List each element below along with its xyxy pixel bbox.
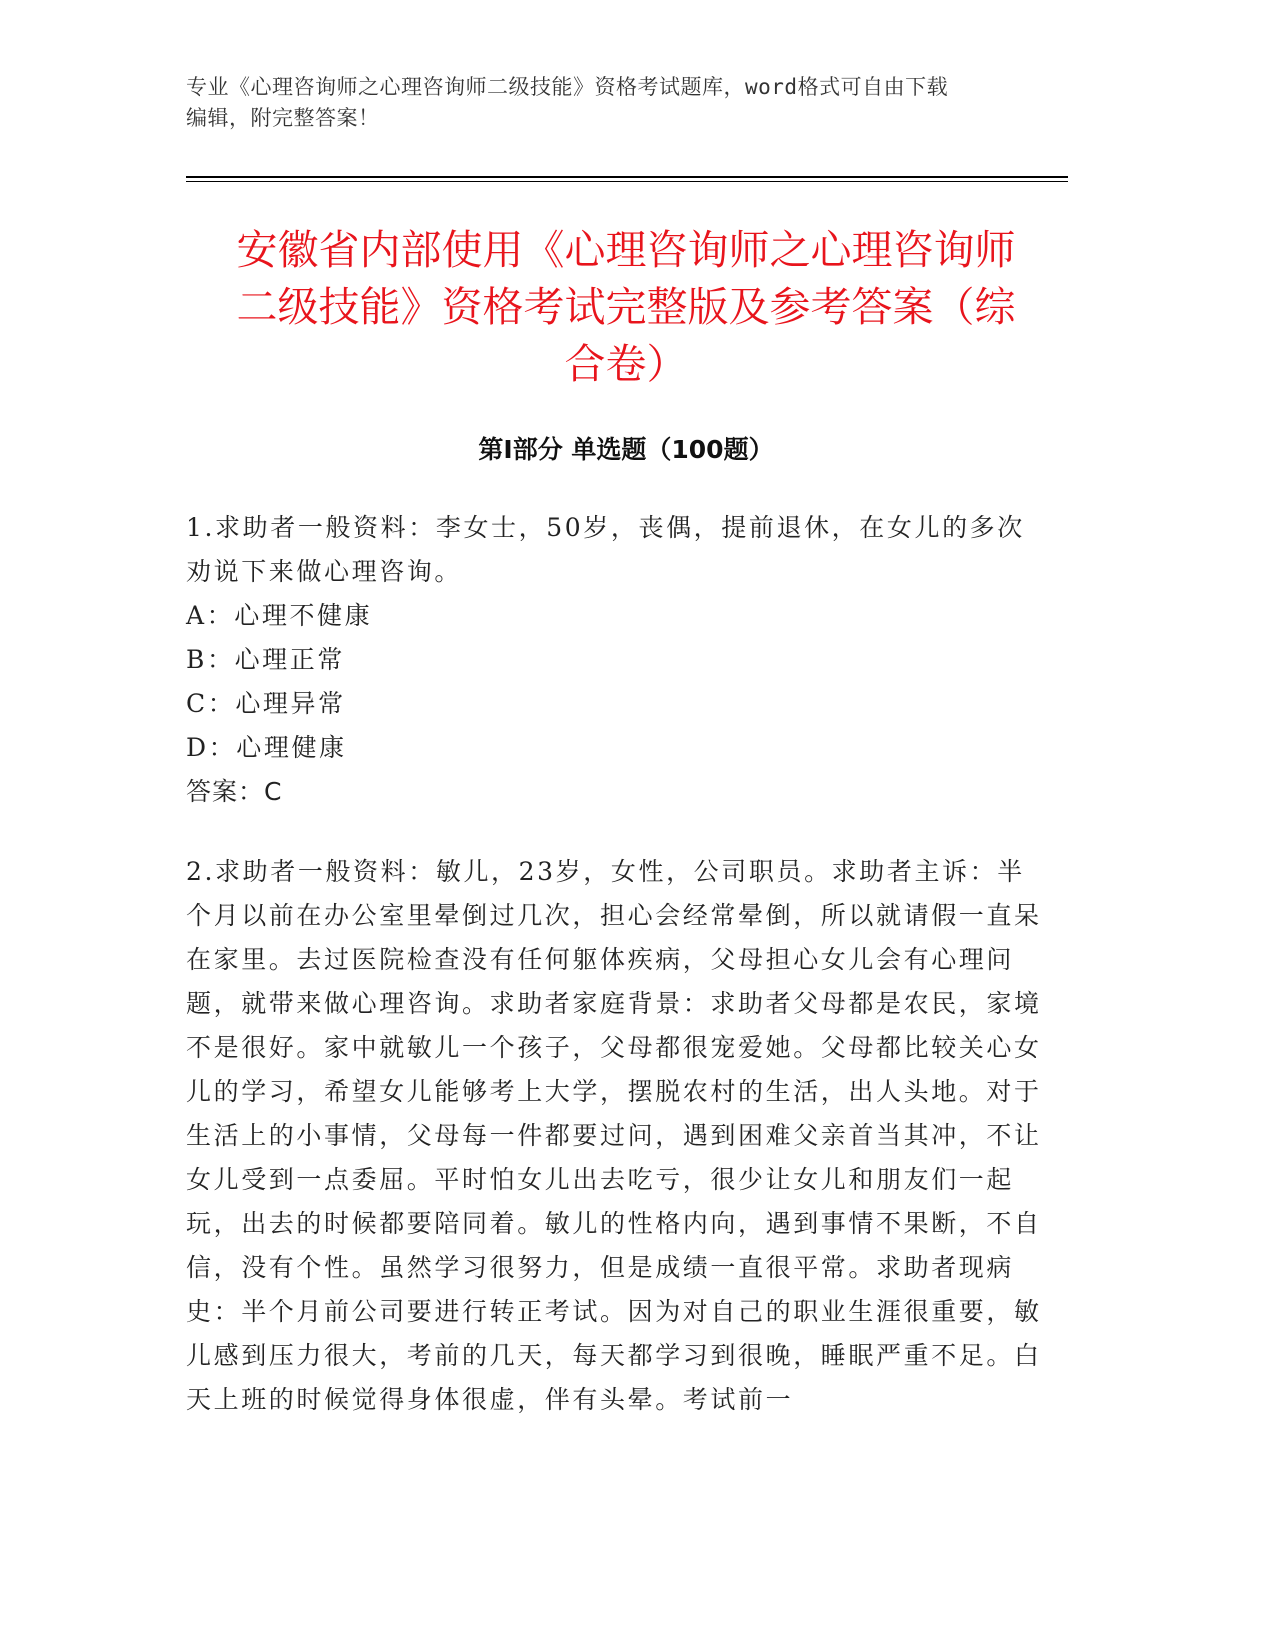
answer: 答案：C <box>186 777 283 806</box>
header-line-1: 专业《心理咨询师之心理咨询师二级技能》资格考试题库，word格式可自由下载 <box>186 75 949 99</box>
title-line-3: 合卷） <box>564 340 688 388</box>
document-title <box>176 222 1076 393</box>
option-b: B：心理正常 <box>186 645 345 674</box>
question-1 <box>186 506 1046 814</box>
title-line-2: 二级技能》资格考试完整版及参考答案（综 <box>236 283 1016 331</box>
question-text: 1.求助者一般资料：李女士，50岁，丧偶，提前退休，在女儿的多次劝说下来做心理咨询。 <box>186 513 1025 586</box>
section-title: 第Ⅰ部分 单选题（100题） <box>478 435 774 464</box>
question-text: 2.求助者一般资料：敏儿，23岁，女性，公司职员。求助者主诉：半个月以前在办公室里晕倒过几次，担心会经常晕倒，所以就请假一直呆在家里。去过医院检查没有任何躯体疾病，父母担心女儿会有心理问题，就带来做心理咨询。求助者家庭背景：求助者父母都是农民，家境不是很好。家中就敏儿一个孩子，父母都很宠爱她。父母都比较关心女儿的学习，希望女儿能够考上大学，摆脱农村的生活，出人头地。对于生活上的小事情，父母每一件都要过问，遇到困难父亲首当其冲，不让女儿受到一点委屈。平时怕女儿出去吃亏，很少让女儿和朋友们一起玩，出去的时候都要陪同着。敏儿的性格内向，遇到事情不果断，不自信，没有个性。虽然学习很努力，但是成绩一直很平常。求助者现病史：半个月前公司要进行转正考试。因为对自己的职业生涯很重要，敏儿感到压力很大，考前的几天，每天都学习到很晚，睡眠严重不足。白天上班的时候觉得身体很虚，伴有头晕。考试前一 <box>186 857 1042 1414</box>
header-divider-thick <box>186 176 1068 178</box>
document-header <box>186 72 1056 134</box>
option-d: D：心理健康 <box>186 733 347 762</box>
header-line-2: 编辑，附完整答案！ <box>186 106 380 130</box>
option-c: C：心理异常 <box>186 689 346 718</box>
option-a: A：心理不健康 <box>186 601 373 630</box>
header-divider-thin <box>186 181 1068 182</box>
title-line-1: 安徽省内部使用《心理咨询师之心理咨询师 <box>236 226 1016 274</box>
question-2 <box>186 850 1046 1422</box>
